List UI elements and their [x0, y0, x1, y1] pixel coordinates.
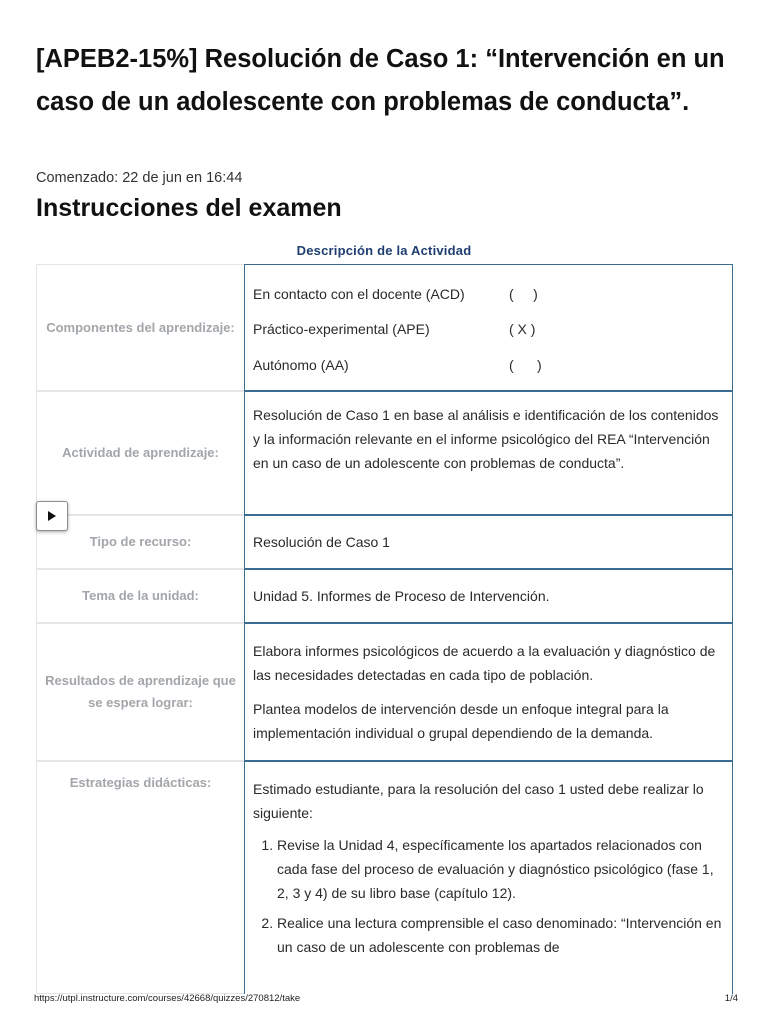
row-unit-topic — [36, 569, 733, 623]
page-number: 1/4 — [724, 993, 738, 1004]
strategy-step: 2. Realice una lectura comprensible el caso denominado: “Intervención en un caso de un adolescente con problemas de — [277, 911, 724, 959]
component-item — [253, 317, 536, 341]
outcomes-value — [244, 623, 733, 761]
component-name: Práctico-experimental (APE) — [253, 321, 430, 337]
table-caption: Descripción de la Actividad — [296, 243, 472, 258]
outcome-paragraph: Elabora informes psicológicos de acuerdo a la evaluación y diagnóstico de las necesidades detectadas en cada tipo de población. — [253, 643, 716, 683]
strategy-step: 1. Revise la Unidad 4, específicamente los apartados relacionados con cada fase del proceso de evaluación y diagnóstico psicológico (fase 1, 2, 3 y 4) de su libro base (capítulo 12). — [277, 833, 724, 905]
row-activity — [36, 391, 733, 515]
components-label: Componentes del aprendizaje: — [36, 264, 244, 391]
activity-value — [244, 391, 733, 515]
strategies-intro: Estimado estudiante, para la resolución del caso 1 usted debe realizar lo siguiente: — [253, 781, 704, 821]
unit-topic-label: Tema de la unidad: — [36, 569, 244, 623]
strategies-label: Estrategias didácticas: — [36, 761, 244, 994]
row-outcomes — [36, 623, 733, 761]
play-icon — [47, 510, 57, 522]
started-label: Comenzado: 22 de jun en 16:44 — [36, 170, 243, 186]
resource-type-text: Resolución de Caso 1 — [253, 534, 390, 550]
outcomes-label: Resultados de aprendizaje que se espera lograr: — [36, 623, 244, 761]
instructions-heading: Instrucciones del examen — [36, 194, 342, 222]
component-mark: ( ) — [509, 286, 538, 302]
resource-type-label: Tipo de recurso: — [36, 515, 244, 569]
print-url: https://utpl.instructure.com/courses/42668/quizzes/270812/take — [34, 993, 301, 1004]
component-name: En contacto con el docente (ACD) — [253, 286, 465, 302]
component-name: Autónomo (AA) — [253, 357, 349, 373]
component-item — [253, 282, 538, 306]
row-components — [36, 264, 733, 391]
resource-type-value — [244, 515, 733, 569]
components-value — [244, 264, 733, 391]
unit-topic-value — [244, 569, 733, 623]
row-strategies — [36, 761, 733, 994]
print-footer — [34, 993, 738, 1004]
quiz-title: [APEB2-15%] Resolución de Caso 1: “Intervención en un caso de un adolescente con problemas de conducta”. — [36, 45, 725, 116]
strategies-value — [244, 761, 733, 994]
component-mark: ( ) — [509, 357, 542, 373]
component-mark: ( X ) — [509, 321, 536, 337]
activity-label: Actividad de aprendizaje: — [36, 391, 244, 515]
unit-topic-text: Unidad 5. Informes de Proceso de Intervención. — [253, 588, 550, 604]
play-button[interactable] — [36, 501, 68, 531]
strategies-steps — [253, 833, 724, 959]
activity-text: Resolución de Caso 1 en base al análisis e identificación de los contenidos y la información relevante en el informe psicológico del REA “Intervención en un caso de un adolescente con problemas de conducta”. — [253, 407, 719, 471]
component-item — [253, 353, 542, 377]
outcome-paragraph: Plantea modelos de intervención desde un enfoque integral para la implementación individual o grupal dependiendo de la demanda. — [253, 701, 669, 741]
row-resource-type — [36, 515, 733, 569]
